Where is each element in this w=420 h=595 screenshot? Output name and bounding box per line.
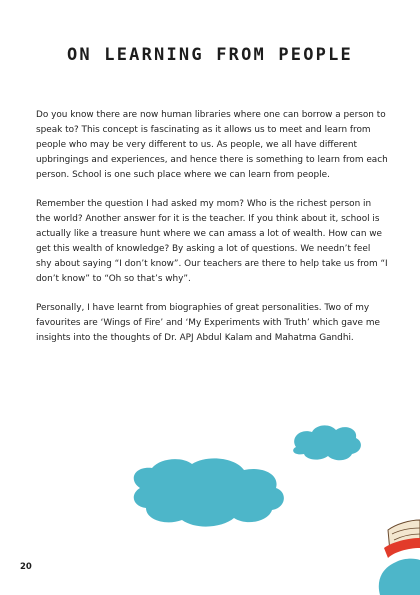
paragraph-1: Do you know there are now human libraries where one can borrow a person to speak to? This concept is fascinating as it allows us to meet and learn from people who may be very different to us. As people, we all have different upbringings and experiences, and hence there is something to learn from each person. School is one such place where we can learn from people. xyxy=(36,110,388,180)
book-icon xyxy=(384,520,420,558)
small-cloud-icon xyxy=(293,425,361,460)
page-number: 20 xyxy=(20,562,32,572)
page-title: ON LEARNING FROM PEOPLE xyxy=(66,45,353,65)
body-text xyxy=(36,108,388,360)
paragraph-3: Personally, I have learnt from biographies of great personalities. Two of my favourites are ‘Wings of Fire’ and ‘My Experiments with Truth’ which gave me insights into the thoughts of Dr. APJ Abdul Kalam and Mahatma Gandhi. xyxy=(36,303,380,343)
paragraph-2: Remember the question I had asked my mom? Who is the richest person in the world? Another answer for it is the teacher. If you think about it, school is actually like a treasure hunt where we can amass a lot of wealth. How can we get this wealth of knowledge? By asking a lot of questions. We needn’t feel shy about saying “I don’t know”. Our teachers are there to help take us from “I don’t know” to “Oh so that’s why”. xyxy=(36,199,388,284)
large-cloud-icon xyxy=(134,458,284,526)
bottom-right-shape xyxy=(379,559,420,595)
